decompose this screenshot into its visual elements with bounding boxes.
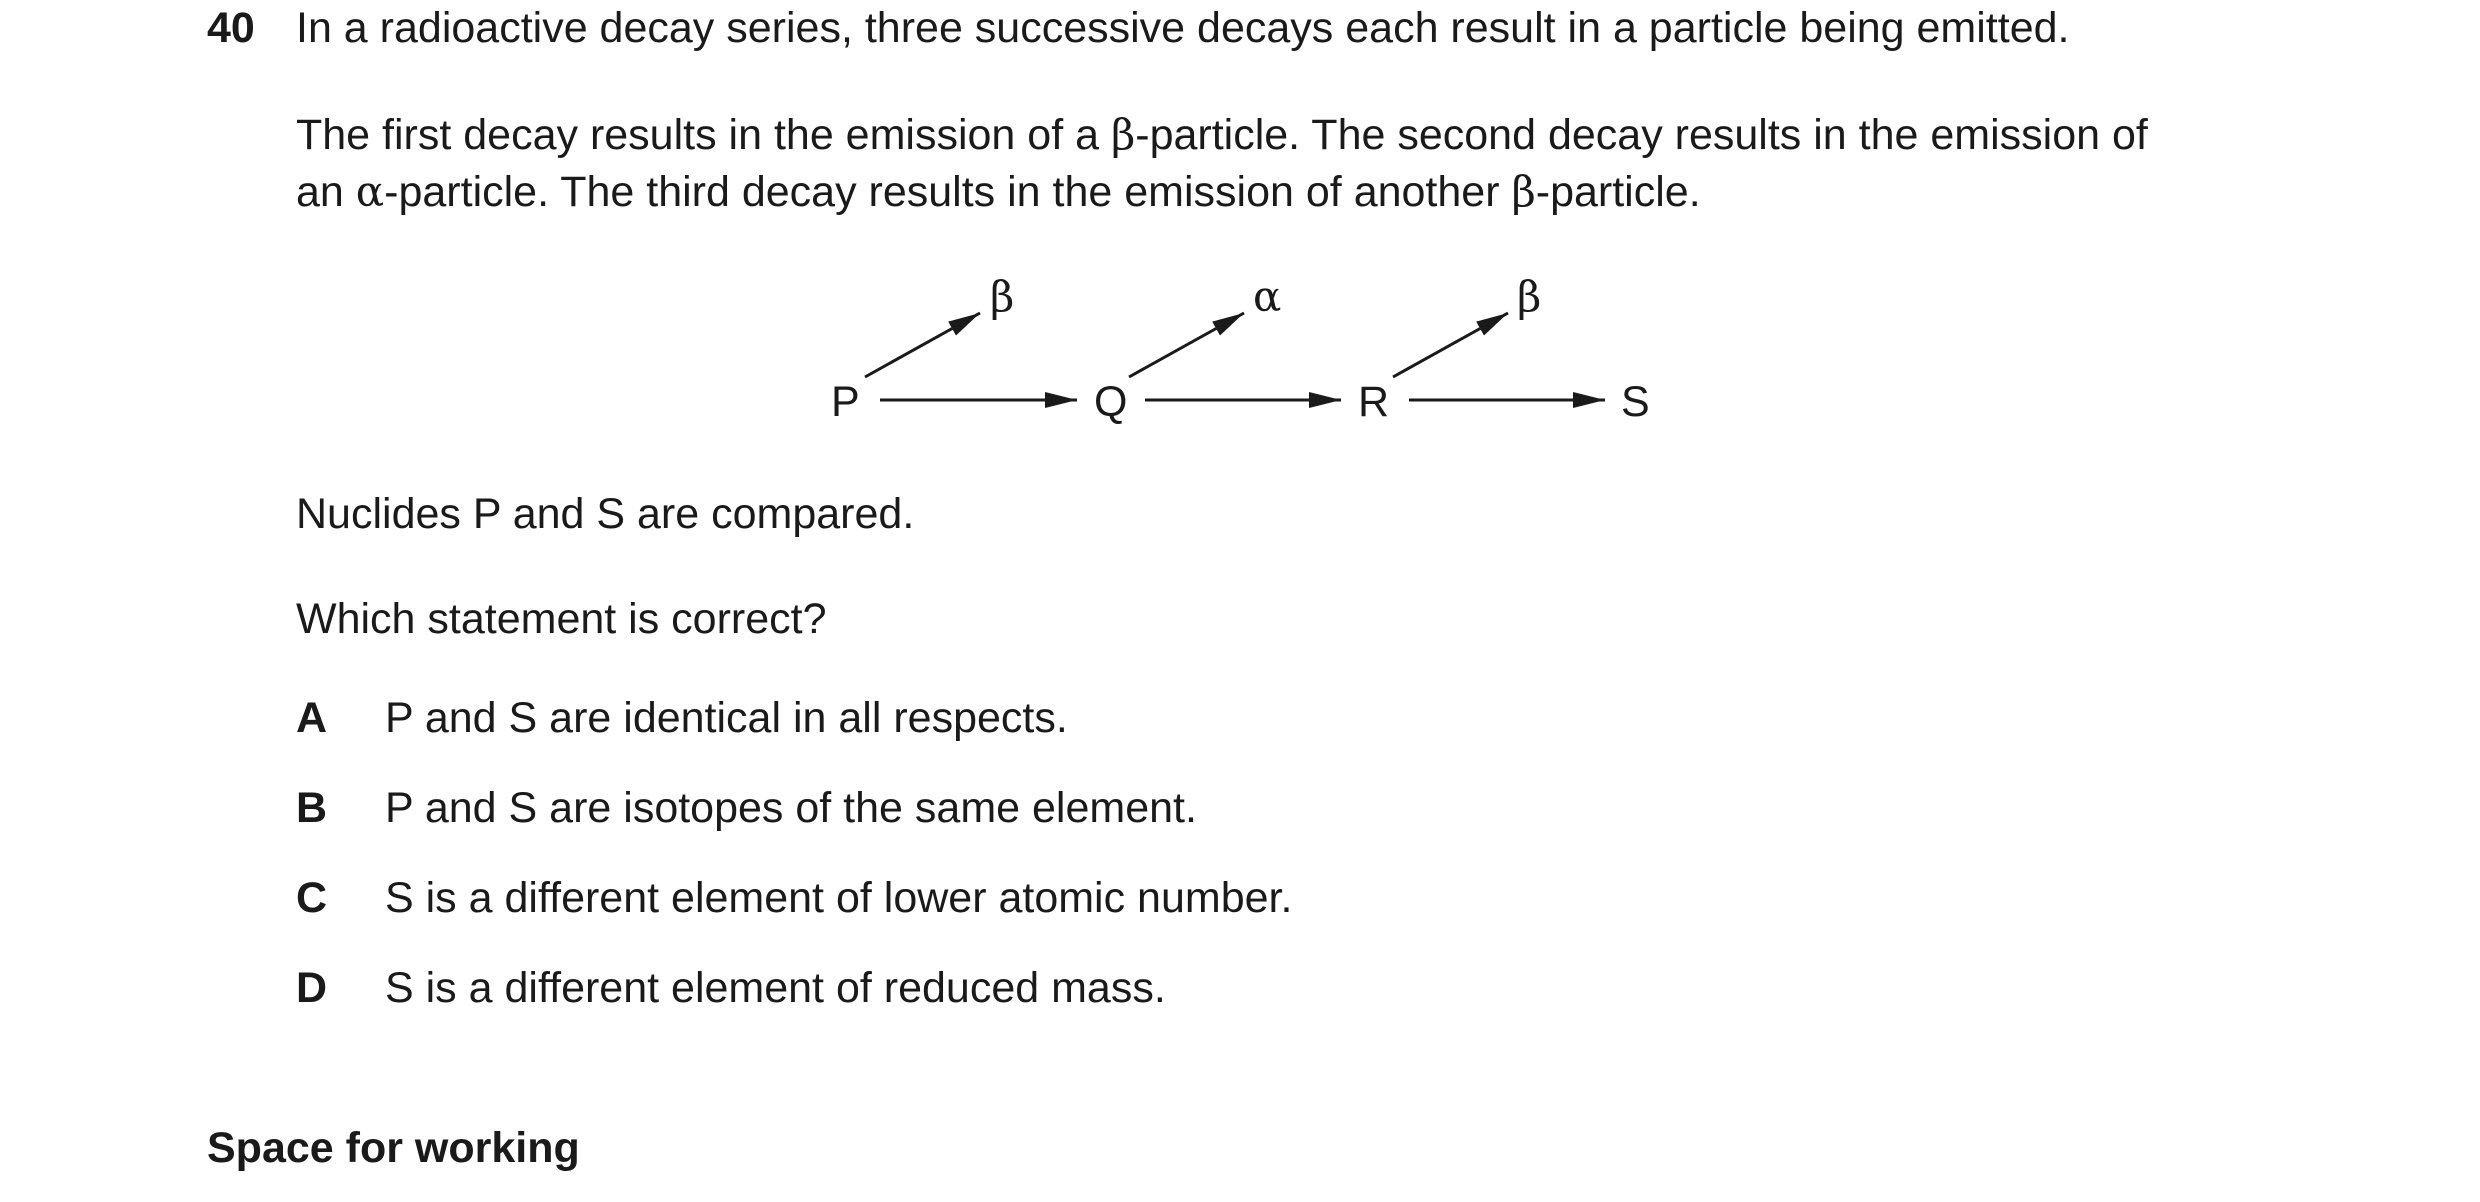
emission-arrow-beta-1 [865,313,980,377]
emission-arrow-alpha [1129,313,1244,377]
desc2-text-a: an [296,168,356,216]
question-number: 40 [207,4,255,52]
desc2-alpha-symbol: α [355,167,385,216]
question-intro: In a radioactive decay series, three successive decays each result in a particle being emitted. [296,4,2070,52]
nuclide-q: Q [1094,378,1128,426]
decay-description-line-1 [296,106,2148,164]
nuclide-r: R [1358,378,1390,426]
desc2-beta-symbol: β [1511,167,1536,216]
particle-label-beta-1: β [990,272,1015,321]
nuclide-p: P [831,378,860,426]
working-space-heading: Space for working [207,1124,580,1172]
option-a-text[interactable]: P and S are identical in all respects. [385,694,1068,742]
option-a-letter[interactable]: A [296,694,328,742]
option-b-text[interactable]: P and S are isotopes of the same element. [385,784,1197,832]
desc2-text-c: -particle. [1535,168,1701,216]
option-c-letter[interactable]: C [296,874,328,922]
option-b-letter[interactable]: B [296,784,328,832]
emission-arrow-beta-2 [1393,313,1508,377]
option-d-letter[interactable]: D [296,964,328,1012]
desc1-text-a: The first decay results in the emission of a [296,111,1111,159]
nuclide-s: S [1621,378,1650,426]
decay-description-line-2 [296,163,1701,221]
desc1-beta-symbol: β [1110,110,1136,159]
option-d-text[interactable]: S is a different element of reduced mass. [385,964,1166,1012]
particle-label-alpha: α [1253,272,1282,321]
question-prompt: Which statement is correct? [296,595,827,643]
option-c-text[interactable]: S is a different element of lower atomic number. [385,874,1293,922]
desc1-text-b: -particle. The second decay results in the emission of [1135,111,2148,159]
comparison-text: Nuclides P and S are compared. [296,490,915,538]
desc2-text-b: -particle. The third decay results in the emission of another [384,168,1512,216]
particle-label-beta-2: β [1517,272,1542,321]
